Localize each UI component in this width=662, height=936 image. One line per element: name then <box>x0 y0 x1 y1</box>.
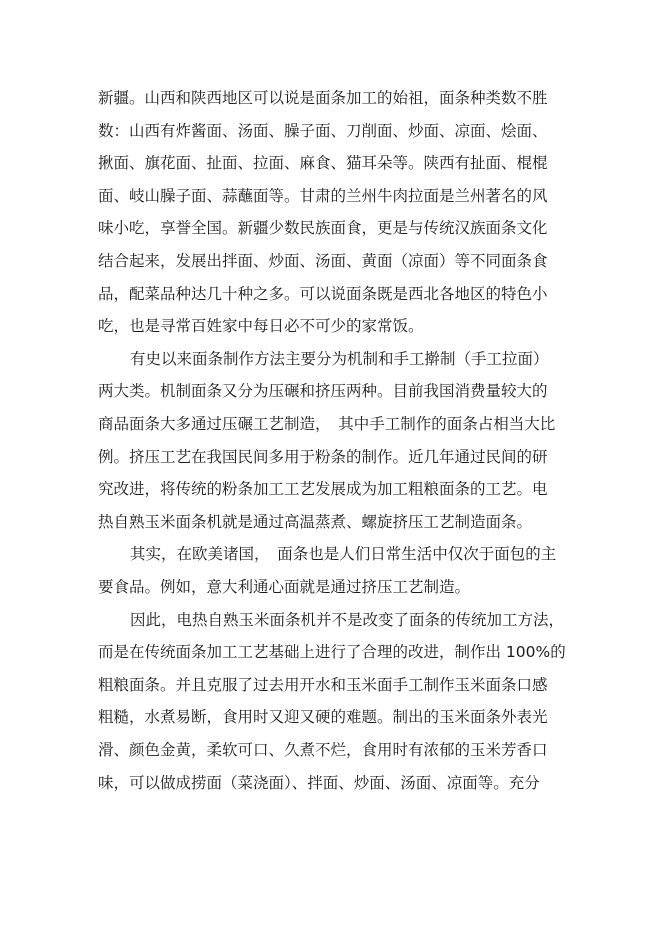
paragraph-1-line-6: 结合起来，发展出拌面、炒面、汤面、黄面（凉面）等不同面条食 <box>98 252 548 270</box>
paragraph-3-line-2: 要食品。例如，意大利通心面就是通过挤压工艺制造。 <box>98 578 471 596</box>
paragraph-2-line-1: 有史以来面条制作方法主要分为机制和手工擀制（手工拉面） <box>130 350 549 368</box>
paragraph-4-line-3: 粗粮面条。并且克服了过去用开水和玉米面手工制作玉米面条口感 <box>98 676 548 694</box>
paragraph-1-line-5: 味小吃，享誉全国。新疆少数民族面食，更是与传统汉族面条文化 <box>98 219 548 237</box>
paragraph-4-line-2: 而是在传统面条加工工艺基础上进行了合理的改进，制作出 100%的 <box>98 643 566 661</box>
paragraph-3-line-1: 其实，在欧美诸国， 面条也是人们日常生活中仅次于面包的主 <box>130 545 557 563</box>
paragraph-2-line-5: 究改进，将传统的粉条加工工艺发展成为加工粗粮面条的工艺。电 <box>98 480 548 498</box>
paragraph-2-line-3: 商品面条大多通过压碾工艺制造， 其中手工制作的面条占相当大比 <box>98 415 556 433</box>
paragraph-1-line-8: 吃，也是寻常百姓家中每日必不可少的家常饭。 <box>98 317 424 335</box>
paragraph-4-line-5: 滑、颜色金黄，柔软可口、久煮不烂，食用时有浓郁的玉米芳香口 <box>98 741 548 759</box>
paragraph-4-line-1: 因此，电热自熟玉米面条机并不是改变了面条的传统加工方法， <box>130 611 565 629</box>
paragraph-1-line-4: 面、岐山臊子面、蒜蘸面等。甘肃的兰州牛肉拉面是兰州著名的风 <box>98 187 548 205</box>
paragraph-4-line-6: 味，可以做成捞面（菜浇面）、拌面、炒面、汤面、凉面等。充分 <box>98 774 540 792</box>
paragraph-4-line-4: 粗糙，水煮易断，食用时又迎又硬的难题。制出的玉米面条外表光 <box>98 708 548 726</box>
paragraph-2-line-6: 热自熟玉米面条机就是通过高温蒸煮、螺旋挤压工艺制造面条。 <box>98 513 533 531</box>
paragraph-1-line-3: 揪面、旗花面、扯面、拉面、麻食、猫耳朵等。陕西有扯面、棍棍 <box>98 154 548 172</box>
paragraph-1-line-7: 品，配菜品种达几十种之多。可以说面条既是西北各地区的特色小 <box>98 285 548 303</box>
paragraph-2-line-2: 两大类。机制面条又分为压碾和挤压两种。目前我国消费量较大的 <box>98 382 548 400</box>
paragraph-1-line-1: 新疆。山西和陕西地区可以说是面条加工的始祖，面条种类数不胜 <box>98 89 548 107</box>
paragraph-2-line-4: 例。挤压工艺在我国民间多用于粉条的制作。近几年通过民间的研 <box>98 448 548 466</box>
paragraph-1-line-2: 数：山西有炸酱面、汤面、臊子面、刀削面、炒面、凉面、烩面、 <box>98 122 548 140</box>
